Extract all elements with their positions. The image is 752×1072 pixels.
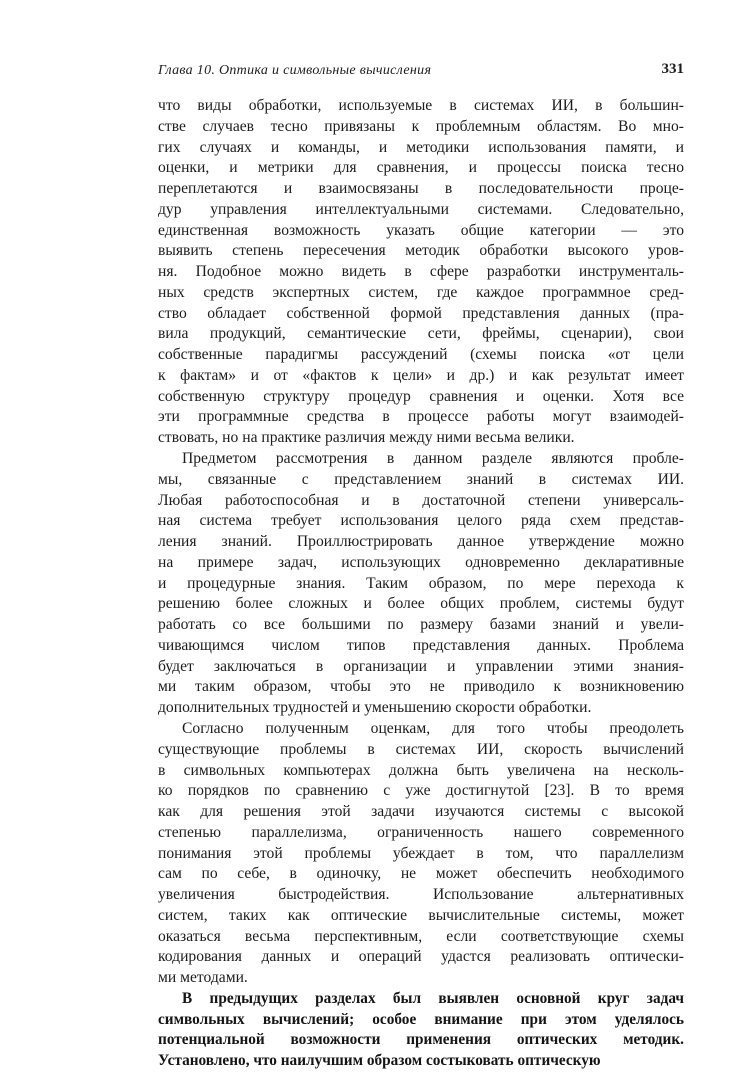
text-line: будет заключаться в организации и управлении этими знания- — [158, 657, 684, 675]
text-line: в символьных компьютерах должна быть увеличена на несколь- — [158, 761, 684, 779]
text-line: как для решения этой задачи изучаются системы с высокой — [158, 803, 684, 821]
text-line: оценки, и метрики для сравнения, и процессы поиска тесно — [158, 159, 684, 177]
body-text — [158, 96, 684, 1072]
text-line: существующие проблемы в системах ИИ, скорость вычислений — [158, 740, 684, 758]
text-line: дополнительных трудностей и уменьшению скорости обработки. — [158, 699, 592, 717]
page-number: 331 — [661, 61, 684, 77]
paragraph — [158, 96, 684, 449]
text-line: ствовать, но на практике различия между ними весьма велики. — [158, 429, 575, 447]
text-line: Установлено, что наилучшим образом состыковать оптическую — [158, 1052, 601, 1070]
text-line: собственные парадигмы рассуждений (схемы поиска «от цели — [158, 346, 684, 364]
text-line: Любая работоспособная и в достаточной степени универсаль- — [158, 491, 684, 509]
text-line: В предыдущих разделах был выявлен основной круг задач — [182, 989, 684, 1007]
text-line: Предметом рассмотрения в данном разделе являются пробле- — [182, 450, 684, 468]
text-line: выявить степень пересечения методик обработки высокого уров- — [158, 242, 684, 260]
text-line: ня. Подобное можно видеть в сфере разработки инструменталь- — [158, 263, 684, 281]
text-line: ных средств экспертных систем, где каждое программное сред- — [158, 283, 684, 301]
text-line: работать со все большими по размеру базами знаний и увели- — [158, 616, 684, 634]
text-line: ми таким образом, чтобы это не приводило к возникновению — [158, 678, 684, 696]
text-line: систем, таких как оптические вычислительные системы, может — [158, 906, 684, 924]
text-line: символьных вычислений; особое внимание при этом уделялось — [158, 1010, 684, 1028]
text-line: дур управления интеллектуальными системами. Следовательно, — [158, 200, 684, 218]
text-line: ко порядков по сравнению с уже достигнутой [23]. В то время — [158, 782, 684, 800]
text-line: ления знаний. Проиллюстрировать данное утверждение можно — [158, 533, 684, 551]
text-line: на примере задач, использующих одновременно декларативные — [158, 553, 684, 571]
text-line: переплетаются и взаимосвязаны в последовательности проце- — [158, 180, 684, 198]
text-line: чивающимся числом типов представления данных. Проблема — [158, 636, 684, 654]
text-line: сам по себе, в одиночку, не может обеспечить необходимого — [158, 865, 684, 883]
text-line: к фактам» и от «фактов к цели» и др.) и как результат имеет — [158, 366, 684, 384]
text-line: эти программные средства в процессе работы могут взаимодей- — [158, 408, 684, 426]
text-line: ми методами. — [158, 969, 248, 987]
chapter-title: Глава 10. Оптика и символьные вычисления — [158, 63, 432, 78]
text-line: ная система требует использования целого ряда схем представ- — [158, 512, 684, 530]
text-line: оказаться весьма перспективным, если соответствующие схемы — [158, 927, 684, 945]
text-line: единственная возможность указать общие категории — это — [158, 221, 684, 239]
text-line: мы, связанные с представлением знаний в системах ИИ. — [158, 470, 684, 488]
text-line: потенциальной возможности применения оптических методик. — [158, 1031, 684, 1049]
text-line: стве случаев тесно привязаны к проблемным областям. Во мно- — [158, 117, 684, 135]
text-line: степенью параллелизма, ограниченность нашего современного — [158, 823, 684, 841]
paragraph — [158, 449, 684, 719]
text-line: собственную структуру процедур сравнения и оценки. Хотя все — [158, 387, 684, 405]
paragraph — [158, 719, 684, 989]
text-line: и процедурные знания. Таким образом, по мере перехода к — [158, 574, 684, 592]
text-line: Согласно полученным оценкам, для того чтобы преодолеть — [182, 719, 684, 737]
text-line: ство обладает собственной формой представления данных (пра- — [158, 304, 684, 322]
text-line: кодирования данных и операций удастся реализовать оптически- — [158, 948, 684, 966]
text-line: вила продукций, семантические сети, фреймы, сценарии), свои — [158, 325, 684, 343]
text-line: понимания этой проблемы убеждает в том, что параллелизм — [158, 844, 684, 862]
text-line: гих случаях и команды, и методики использования памяти, и — [158, 138, 684, 156]
running-head — [158, 63, 684, 83]
text-line: решению более сложных и более общих проблем, системы будут — [158, 595, 684, 613]
text-line: увеличения быстродействия. Использование альтернативных — [158, 886, 684, 904]
text-line: что виды обработки, используемые в системах ИИ, в большин- — [158, 97, 684, 114]
paragraph — [158, 989, 684, 1072]
